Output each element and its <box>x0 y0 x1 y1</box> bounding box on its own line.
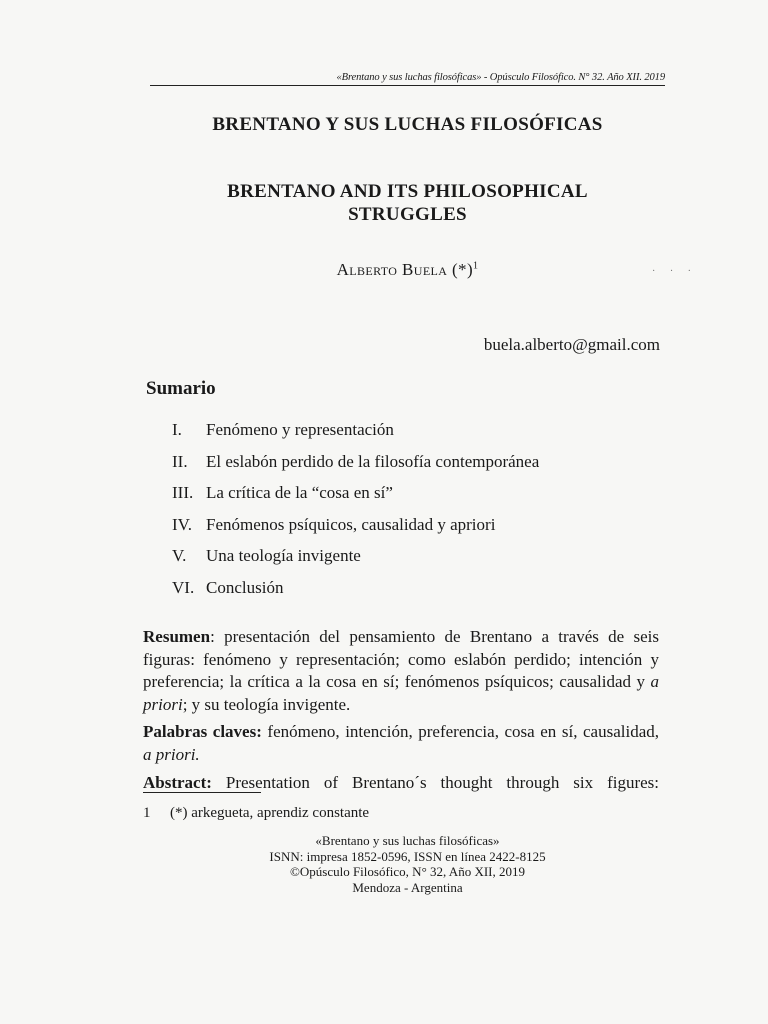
toc-label: Fenómeno y representación <box>206 420 394 439</box>
title-en-line-2: STRUGGLES <box>348 204 467 225</box>
toc-item <box>172 420 539 452</box>
footnote-text: (*) arkegueta, aprendiz constante <box>170 805 370 821</box>
toc-number: II. <box>172 451 188 471</box>
toc-item <box>172 452 539 484</box>
imprint-line-3: ©Opúsculo Filosófico, N° 32, Año XII, 2019 <box>290 864 525 879</box>
abstract-text: Presentation of Brentano´s thought through six figures: <box>211 773 659 792</box>
toc-label: Conclusión <box>206 577 284 597</box>
palabras-italic: a priori. <box>143 744 200 764</box>
author-text: Alberto Buela (*) <box>336 260 474 279</box>
toc-label: La crítica de la “cosa en sí” <box>206 483 393 502</box>
author-email: buela.alberto@gmail.com <box>483 335 660 354</box>
toc-number: IV. <box>172 514 192 534</box>
resumen-text-b: ; y su teología invigente. <box>182 694 351 714</box>
author-name <box>150 260 665 280</box>
imprint-line-4: Mendoza - Argentina <box>352 879 463 895</box>
resumen-label: Resumen <box>143 627 211 646</box>
imprint-line-2: ISNN: impresa 1852-0596, ISSN en línea 2422-8125 <box>269 848 546 864</box>
toc-label: Fenómenos psíquicos, causalidad y apriori <box>206 514 496 534</box>
toc-item <box>172 515 539 547</box>
sumario-list <box>172 420 539 609</box>
resumen-text-a: : presentación del pensamiento de Brentano a través de seis figuras: fenómeno y representación; como eslabón perdido; intención y preferencia; la crítica a la cosa en sí; fenómenos psíquicos; causalidad y <box>143 627 659 691</box>
imprint-line-1: «Brentano y sus luchas filosóficas» <box>315 833 500 848</box>
toc-number: III. <box>172 483 194 502</box>
running-head: «Brentano y sus luchas filosóficas» - Opúsculo Filosófico. N° 32. Año XII. 2019 <box>150 72 665 86</box>
resumen-paragraph <box>143 626 659 716</box>
toc-number: V. <box>172 546 187 565</box>
palabras-claves-paragraph <box>143 721 659 766</box>
toc-item <box>172 578 539 610</box>
footnote <box>143 805 369 822</box>
abstract-label: Abstract: <box>143 773 212 792</box>
toc-label: Una teología invigente <box>206 546 361 565</box>
palabras-label: Palabras claves: <box>143 722 262 741</box>
palabras-text: fenómeno, intención, preferencia, cosa en sí, causalidad, <box>261 722 659 741</box>
toc-item <box>172 483 539 515</box>
toc-number: VI. <box>172 577 195 597</box>
footnote-number: 1 <box>143 805 151 821</box>
resumen-italic: a priori <box>143 672 659 714</box>
author-footnote-mark: 1 <box>473 260 479 272</box>
imprint-block <box>150 833 665 895</box>
article-title-spanish: BRENTANO Y SUS LUCHAS FILOSÓFICAS <box>212 114 603 135</box>
title-en-line-1: BRENTANO AND ITS PHILOSOPHICAL <box>227 181 588 202</box>
toc-label: El eslabón perdido de la filosofía contemporánea <box>206 451 540 471</box>
footnote-rule <box>143 792 261 793</box>
sumario-heading: Sumario <box>146 378 216 399</box>
scan-speckles: · · · <box>652 266 697 277</box>
article-title-english <box>150 180 665 226</box>
toc-item <box>172 546 539 578</box>
toc-number: I. <box>172 420 182 439</box>
